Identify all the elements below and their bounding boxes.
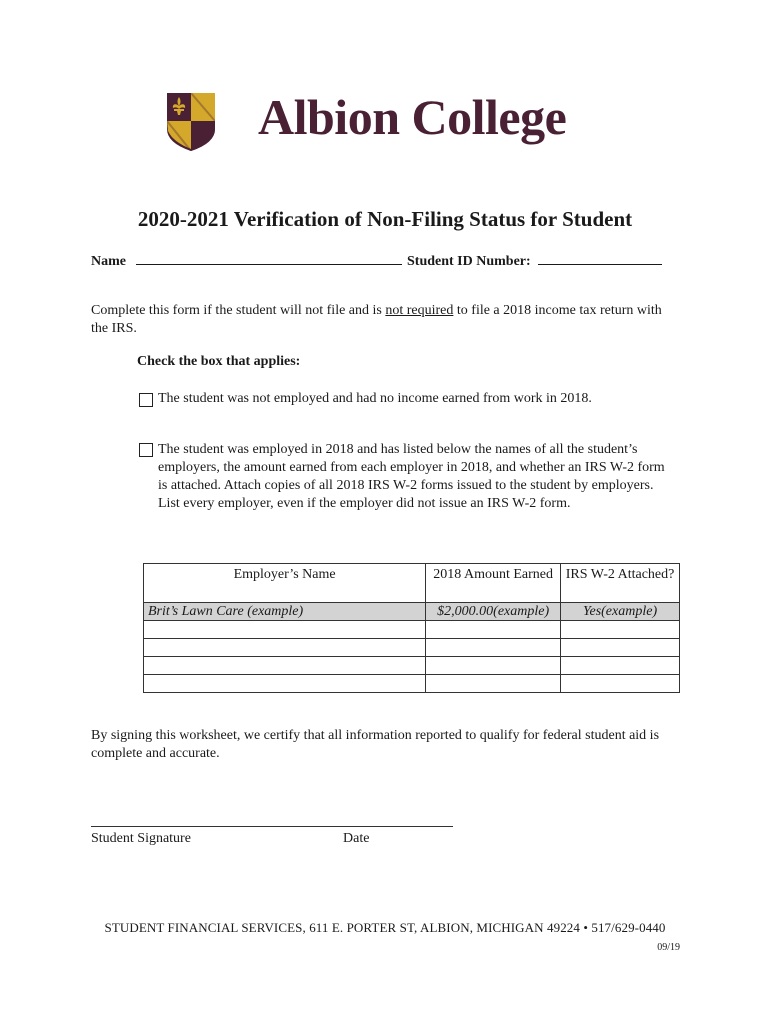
employer-name-cell[interactable] [144, 639, 426, 657]
student-id-label: Student ID Number: [407, 254, 531, 269]
w2-cell[interactable] [561, 675, 680, 693]
albion-shield-logo [167, 93, 215, 151]
option1-label: The student was not employed and had no income earned from work in 2018. [158, 391, 592, 406]
employer-name-cell[interactable] [144, 621, 426, 639]
student-id-field[interactable] [407, 250, 662, 270]
checklist-heading: Check the box that applies: [137, 354, 301, 369]
header-employer-name: Employer’s Name [144, 564, 426, 603]
name-label: Name [91, 254, 126, 269]
table-example-row [144, 603, 680, 621]
employer-name-cell[interactable] [144, 675, 426, 693]
amount-cell[interactable] [426, 657, 561, 675]
header-amount-earned: 2018 Amount Earned [426, 564, 561, 603]
student-id-blank-line [538, 250, 662, 265]
w2-cell[interactable] [561, 621, 680, 639]
intro-text-part1: Complete this form if the student will not file and is [91, 303, 386, 318]
header-w2-attached: IRS W-2 Attached? [561, 564, 680, 603]
signature-label: Student Signature [91, 831, 191, 846]
table-row[interactable] [144, 657, 680, 675]
example-w2: Yes(example) [561, 603, 680, 621]
certification-statement: By signing this worksheet, we certify that all information reported to qualify for federal student aid is complete and accurate. [91, 728, 660, 761]
example-employer: Brit’s Lawn Care (example) [144, 603, 426, 621]
table-row[interactable] [144, 621, 680, 639]
w2-cell[interactable] [561, 657, 680, 675]
signature-line[interactable] [91, 826, 453, 827]
name-blank-line [136, 250, 402, 265]
table-row[interactable] [144, 675, 680, 693]
example-amount: $2,000.00(example) [426, 603, 561, 621]
option2-checkbox[interactable] [139, 443, 153, 457]
college-name: Albion College [258, 89, 567, 145]
intro-emphasis: not required [385, 303, 454, 318]
option1-checkbox[interactable] [139, 393, 153, 407]
employer-table [143, 563, 680, 693]
table-row[interactable] [144, 639, 680, 657]
intro-paragraph [91, 302, 681, 338]
w2-cell[interactable] [561, 639, 680, 657]
footer-address: STUDENT FINANCIAL SERVICES, 611 E. PORTER ST, ALBION, MICHIGAN 49224 • 517/629-0440 [104, 920, 666, 935]
intro-text-part2: to file a 2018 income tax return with the IRS. [91, 303, 662, 336]
amount-cell[interactable] [426, 639, 561, 657]
option2-label: The student was employed in 2018 and has listed below the names of all the student’s employers, the amount earned from each employer in 2018, and whether an IRS W-2 form is attached. Attach copies of all 2018 IRS W-2 forms issued to the student by employers. List every employer, even if the employer did not issue an IRS W-2 form. [158, 442, 665, 511]
table-header-row [144, 564, 680, 603]
date-label: Date [343, 831, 370, 846]
document-title: 2020-2021 Verification of Non-Filing Status for Student [137, 207, 633, 231]
amount-cell[interactable] [426, 621, 561, 639]
revision-date: 09/19 [657, 942, 680, 953]
employer-name-cell[interactable] [144, 657, 426, 675]
amount-cell[interactable] [426, 675, 561, 693]
name-field[interactable] [91, 250, 402, 270]
